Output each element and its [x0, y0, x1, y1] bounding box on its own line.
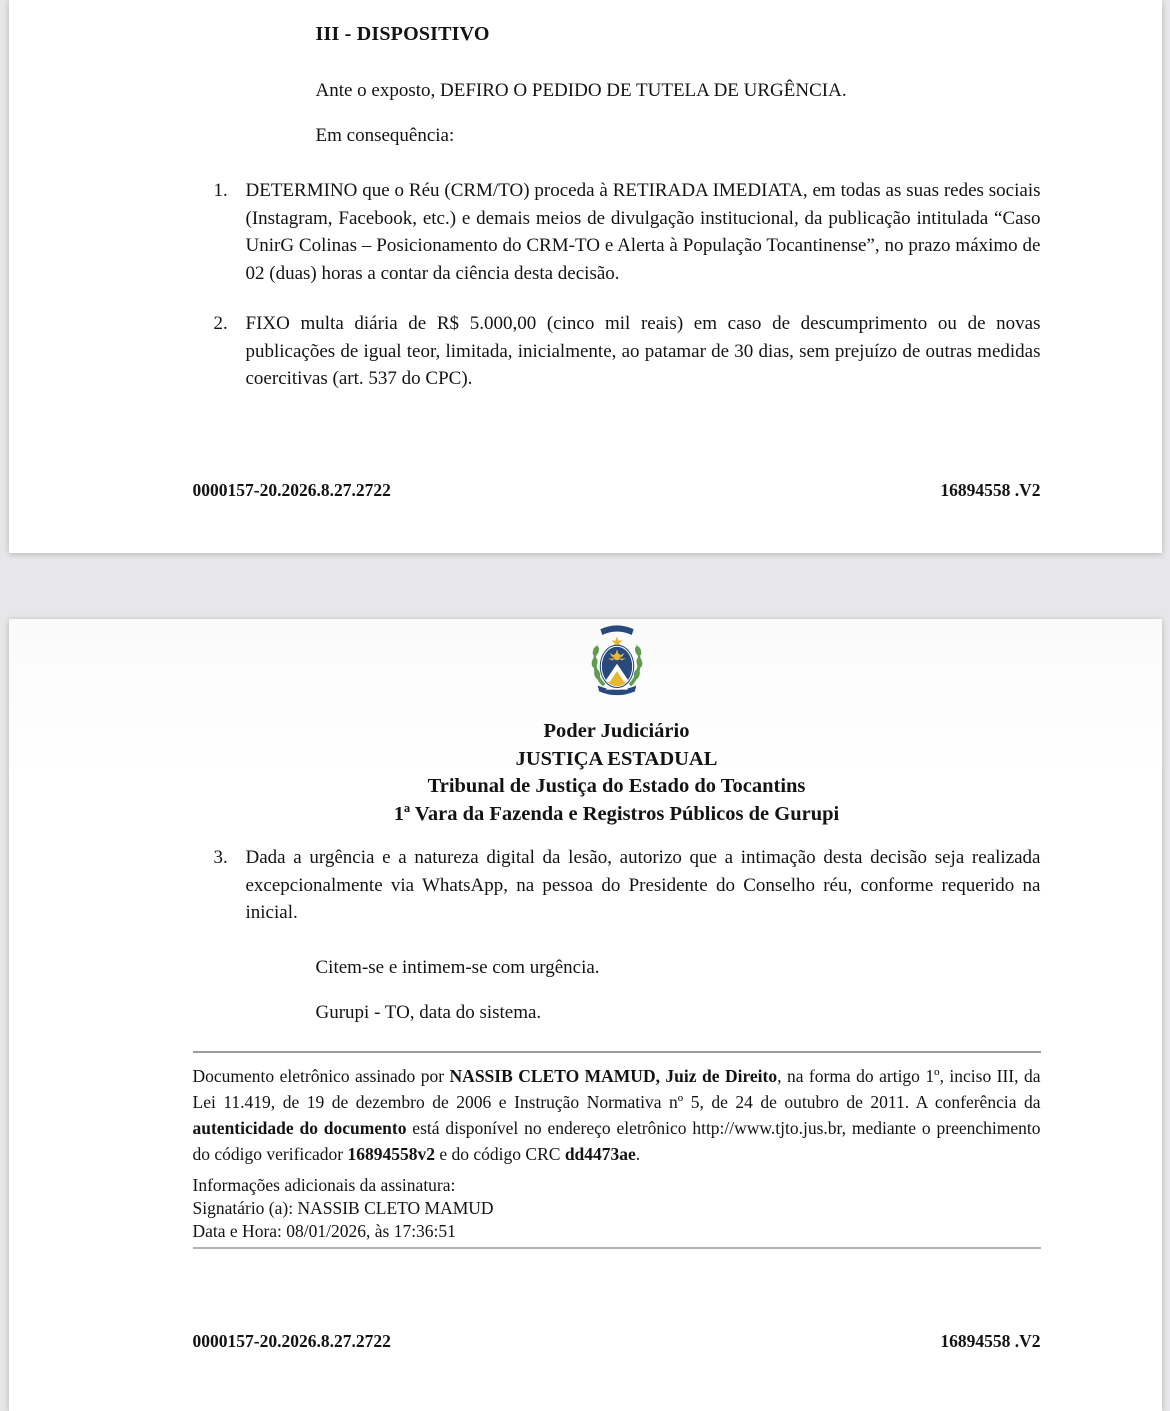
signature-additional-info	[193, 1174, 1041, 1243]
paragraph-local-data: Gurupi - TO, data do sistema.	[315, 1002, 542, 1023]
tocantins-coat-of-arms-icon	[585, 619, 649, 699]
ordered-list-continuation	[193, 844, 1041, 927]
info-line-datetime: Data e Hora: 08/01/2026, às 17:36:51	[192, 1221, 456, 1241]
page-footer	[193, 1330, 1041, 1352]
paragraph-deferimento: Ante o exposto, DEFIRO O PEDIDO DE TUTELA DE URGÊNCIA.	[315, 80, 847, 101]
document-version-id: 16894558 .V2	[940, 1331, 1041, 1351]
document-version-id: 16894558 .V2	[940, 480, 1041, 500]
court-header	[193, 718, 1041, 828]
list-item-text: DETERMINO que o Réu (CRM/TO) proceda à RETIRADA IMEDIATA, em todas as suas redes sociais (Instagram, Facebook, etc.) e demais meios de divulgação institucional, da publicação intitulada “Caso UnirG Colinas – Posicionamento do CRM-TO e Alerta à População Tocantinense”, no prazo máximo de 02 (duas) horas a contar da ciência desta decisão.	[245, 180, 1041, 284]
case-number: 0000157-20.2026.8.27.2722	[192, 1331, 391, 1351]
list-item-3	[193, 844, 1041, 927]
electronic-signature-statement: Documento eletrônico assinado por NASSIB CLETO MAMUD, Juiz de Direito, na forma do artigo 1º, inciso III, da Lei 11.419, de 19 de dezembro de 2006 e Instrução Normativa nº 5, de 24 de outubro de 2011. A conferência da autenticidade do documento está disponível no endereço eletrônico http://www.tjto.jus.br, mediante o preenchimento do código verificador 16894558v2 e do código CRC dd4473ae.	[192, 1066, 1041, 1164]
list-item-text: Dada a urgência e a natureza digital da lesão, autorizo que a intimação desta decisão seja realizada excepcionalmente via WhatsApp, na pessoa do Presidente do Conselho réu, conforme requerido na inicial.	[245, 847, 1041, 923]
list-item-1	[193, 177, 1041, 287]
signature-divider-bottom	[193, 1247, 1041, 1249]
case-number: 0000157-20.2026.8.27.2722	[192, 480, 391, 500]
court-header-line-4: 1ª Vara da Fazenda e Registros Públicos de Gurupi	[393, 802, 840, 825]
court-header-line-3: Tribunal de Justiça do Estado do Tocantins	[427, 775, 806, 797]
court-header-line-1: Poder Judiciário	[543, 720, 690, 742]
list-item-number: 3.	[213, 847, 228, 868]
emblem-container	[193, 619, 1041, 699]
list-item-number: 2.	[213, 313, 228, 334]
list-item-number: 1.	[213, 180, 228, 201]
list-item-text: FIXO multa diária de R$ 5.000,00 (cinco mil reais) em caso de descumprimento ou de novas publicações de igual teor, limitada, inicialmente, ao patamar de 30 dias, sem prejuízo de outras medidas coercitivas (art. 537 do CPC).	[245, 313, 1041, 389]
ordered-list	[193, 177, 1041, 393]
info-line-title: Informações adicionais da assinatura:	[192, 1175, 456, 1195]
paragraph-consequencia: Em consequência:	[315, 124, 455, 146]
document-page-2	[9, 619, 1162, 1411]
section-heading: III - DISPOSITIVO	[315, 23, 490, 45]
court-header-line-2: JUSTIÇA ESTADUAL	[515, 747, 718, 770]
document-page-1	[9, 0, 1162, 553]
list-item-2	[193, 310, 1041, 393]
signature-divider-top	[193, 1051, 1041, 1054]
page-footer	[193, 479, 1041, 501]
info-line-signatory: Signatário (a): NASSIB CLETO MAMUD	[192, 1198, 494, 1218]
paragraph-citacao: Citem-se e intimem-se com urgência.	[315, 956, 600, 978]
